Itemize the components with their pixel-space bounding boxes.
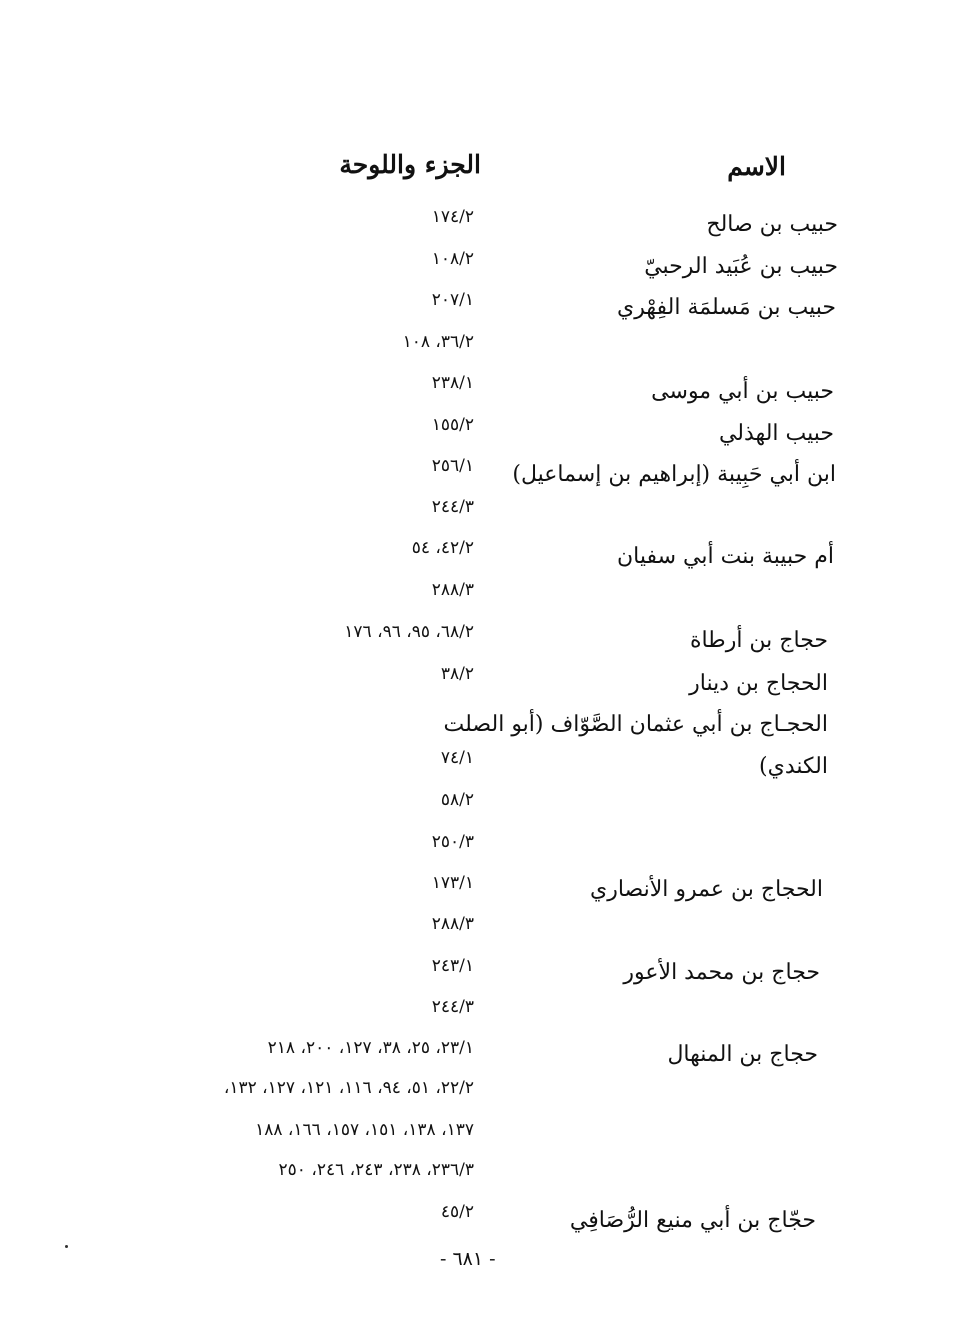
name-column-header: الاسم: [727, 152, 786, 181]
speck: [65, 1245, 68, 1248]
page-number: - ٦٨١ -: [440, 1248, 496, 1270]
entry-ref: ٢٢/٢، ٥١، ٩٤، ١١٦، ١٢١، ١٢٧، ١٣٢،: [223, 1078, 474, 1098]
entry-ref: ٢٤٣/١: [431, 956, 474, 976]
entry-ref: ٢٥٦/١: [431, 456, 474, 476]
entry-ref: ٣٨/٢: [440, 664, 474, 684]
entry-name: حبيب الهذلي: [718, 421, 834, 446]
entry-ref: ٣٦/٢، ١٠٨: [402, 332, 474, 352]
entry-name: حجّاج بن أبي منيع الرُّصَافِي: [569, 1208, 816, 1233]
entry-ref: ٧٤/١: [440, 748, 474, 768]
entry-ref: ٤٥/٢: [440, 1202, 474, 1222]
entry-name: حجاج بن أرطاة: [689, 628, 828, 653]
entry-ref: ٢٥٠/٣: [431, 832, 474, 852]
entry-name: حبيب بن صالح: [706, 212, 838, 237]
entry-ref: ٥٨/٢: [440, 790, 474, 810]
entry-ref: ١٣٧، ١٣٨، ١٥١، ١٥٧، ١٦٦، ١٨٨: [255, 1120, 474, 1140]
entry-ref: ٢٤٤/٣: [431, 997, 474, 1017]
entry-name: الحجـاج بن أبي عثمان الصَّوّاف (أبو الصلت: [443, 712, 828, 737]
entry-ref: ٢٨٨/٣: [431, 580, 474, 600]
entry-ref: ١٠٨/٢: [431, 249, 474, 269]
entry-ref: ٢٣٦/٣، ٢٣٨، ٢٤٣، ٢٤٦، ٢٥٠: [278, 1160, 474, 1180]
ref-column-header: الجزء واللوحة: [339, 150, 481, 179]
entry-ref: ١٧٤/٢: [431, 207, 474, 227]
entry-ref: ٢٨٨/٣: [431, 914, 474, 934]
entry-ref: ١٧٣/١: [431, 873, 474, 893]
entry-name-continued: الكندي): [759, 754, 828, 779]
entry-ref: ٦٨/٢، ٩٥، ٩٦، ١٧٦: [344, 622, 474, 642]
entry-name: ابن أبي حَبِيبة (إبراهيم بن إسماعيل): [512, 462, 836, 487]
entry-ref: ٢٣٨/١: [431, 373, 474, 393]
entry-ref: ٢٠٧/١: [431, 290, 474, 310]
entry-name: حبيب بن أبي موسى: [651, 379, 834, 404]
entry-name: حجاج بن المنهال: [667, 1042, 818, 1067]
entry-name: حبيب بن عُبَيد الرحبيّ: [644, 254, 838, 279]
entry-ref: ١٥٥/٢: [431, 415, 474, 435]
entry-ref: ٢٣/١، ٢٥، ٣٨، ١٢٧، ٢٠٠، ٢١٨: [267, 1038, 474, 1058]
entry-ref: ٤٢/٢، ٥٤: [411, 538, 474, 558]
entry-name: حبيب بن مَسلمَة الفِهْري: [617, 295, 836, 320]
entry-name: الحجاج بن عمرو الأنصاري: [590, 877, 823, 902]
entry-name: حجاج بن محمد الأعور: [623, 960, 820, 985]
entry-ref: ٢٤٤/٣: [431, 497, 474, 517]
entry-name: الحجاج بن دينار: [689, 671, 828, 696]
entry-name: أم حبيبة بنت أبي سفيان: [616, 544, 834, 569]
